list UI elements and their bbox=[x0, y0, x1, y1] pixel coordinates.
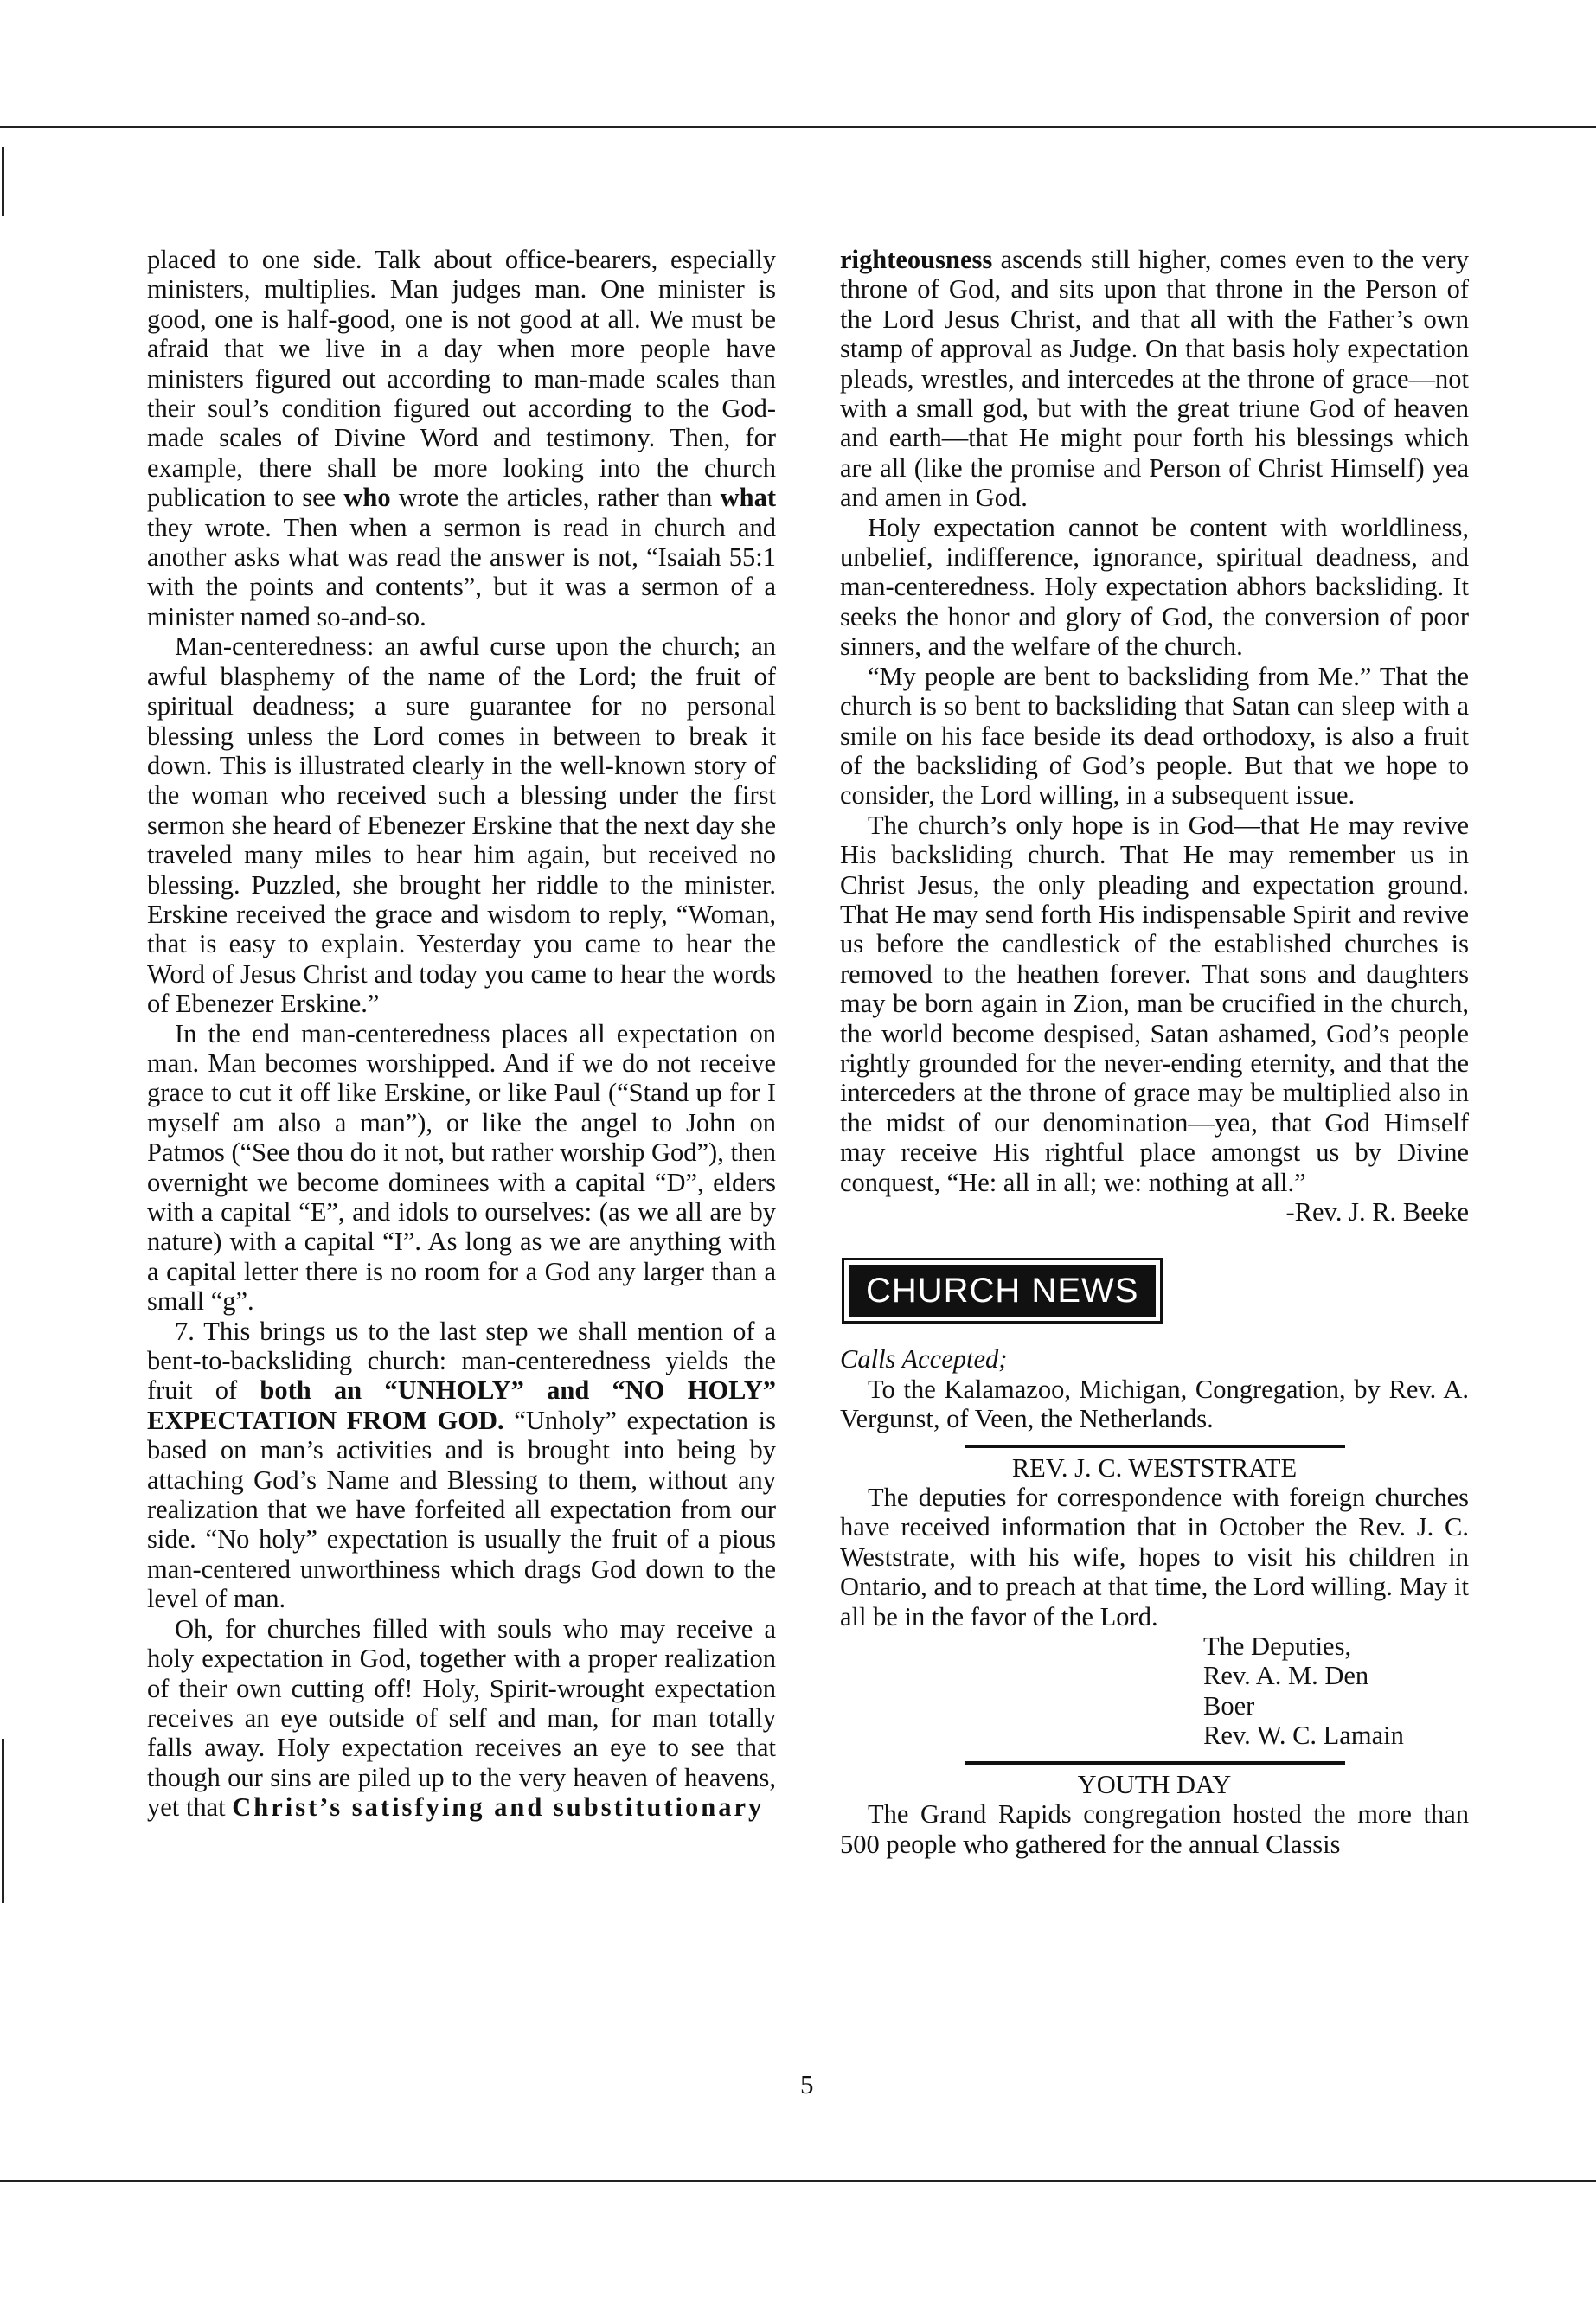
scan-left-edge-lower bbox=[2, 1739, 4, 1903]
signoff-line: The Deputies, bbox=[1203, 1631, 1352, 1662]
paragraph: 7. This brings us to the last step we shall mention of a bent-to-backsliding church: man-centeredness yields the fruit of both an “UNHOLY” and “NO HOLY” EXPECTATION FROM GOD. “Unholy” expectation is based on man’s activities and is brought into being by attaching God’s Name and Blessing to them, without any realization that we have forfeited all expectation from our side. “No holy” expectation is usually the fruit of a pious man-centered unworthiness which drags God down to the level of man. bbox=[147, 1316, 776, 1614]
scan-top-border bbox=[0, 126, 1596, 128]
page-number: 5 bbox=[800, 2069, 814, 2099]
paragraph: Holy expectation cannot be content with worldliness, unbelief, indifference, ignorance, spiritual deadness, and man-centeredness. Holy expectation abhors backsliding. It seeks the honor and glory of God, the conversion of poor sinners, and the welfare of the church. bbox=[840, 512, 1469, 662]
signoff-line: Rev. W. C. Lamain bbox=[1203, 1721, 1404, 1751]
scan-left-edge bbox=[2, 147, 4, 216]
paragraph: The Grand Rapids congregation hosted the more than 500 people who gathered for the annual Classis bbox=[840, 1799, 1469, 1859]
deputies-signoff bbox=[840, 1631, 1469, 1751]
calls-accepted-heading: Calls Accepted; bbox=[840, 1344, 1008, 1375]
paragraph: placed to one side. Talk about office-bearers, especially ministers, multiplies. Man judges man. One minister is good, one is half-good, one is not good at all. We must be afraid that we live in a day when more people have ministers figured out according to man-made scales than their soul’s condition figured out according to the God-made scales of Divine Word and testimony. Then, for example, there shall be more looking into the church publication to see who wrote the articles, rather than what they wrote. Then when a sermon is read in church and another asks what was read the answer is not, “Isaiah 55:1 with the points and contents”, but it was a sermon of a minister named so-and-so. bbox=[147, 245, 777, 631]
paragraph: To the Kalamazoo, Michigan, Congregation, by Rev. A. Vergunst, of Veen, the Netherlands. bbox=[840, 1374, 1469, 1434]
banner-title: CHURCH NEWS bbox=[849, 1265, 1156, 1317]
left-column bbox=[147, 245, 776, 1823]
paragraph: “My people are bent to backsliding from Me.” That the church is so bent to backsliding that Satan can sleep with a smile on his face beside its dead orthodoxy, is also a fruit of the backsliding of God’s people. But that we hope to consider, the Lord willing, in a subsequent issue. bbox=[840, 661, 1469, 811]
right-column bbox=[840, 245, 1469, 1859]
paragraph: Man-centeredness: an awful curse upon the church; an awful blasphemy of the name of the Lord; the fruit of spiritual deadness; a sure guarantee for no personal blessing unless the Lord comes in between to break it down. This is illustrated clearly in the well-known story of the woman who received such a blessing under the first sermon she heard of Ebenezer Erskine that the next day she traveled many miles to hear him again, but received no blessing. Puzzled, she brought her riddle to the minister. Erskine received the grace and wisdom to reply, “Woman, that is easy to explain. Yesterday you came to hear the Word of Jesus Christ and today you came to hear the words of Ebenezer Erskine.” bbox=[147, 631, 776, 1019]
author-signature: -Rev. J. R. Beeke bbox=[1285, 1197, 1469, 1227]
signoff-line: Rev. A. M. Den Boer bbox=[1203, 1661, 1369, 1721]
weststrate-heading: REV. J. C. WESTSTRATE bbox=[1011, 1452, 1298, 1483]
paragraph: The deputies for correspondence with foreign churches have received information that in October the Rev. J. C. Weststrate, with his wife, hopes to visit his children in Ontario, and to preach at that time, the Lord willing. May it all be in the favor of the Lord. bbox=[840, 1483, 1469, 1631]
youth-day-heading: YOUTH DAY bbox=[1077, 1769, 1232, 1799]
paragraph: righteousness ascends still higher, comes even to the very throne of God, and sits upon that throne in the Person of the Lord Jesus Christ, and that all with the Father’s own stamp of approval as Judge. On that basis holy expectation pleads, wrestles, and intercedes at the throne of grace—not with a small god, but with the great triune God of heaven and earth—that He might pour forth his blessings which are all (like the promise and Person of Christ Himself) yea and amen in God. bbox=[840, 245, 1469, 513]
section-divider bbox=[965, 1761, 1345, 1765]
scan-bottom-border bbox=[0, 2180, 1596, 2182]
paragraph: The church’s only hope is in God—that He may revive His backsliding church. That He may remember us in Christ Jesus, the only pleading and expectation ground. That He may send forth His indispensable Spirit and revive us before the candlestick of the established churches is removed to the heathen forever. That sons and daughters may be born again in Zion, man be crucified in the church, the world become despised, Satan ashamed, God’s people rightly grounded for the never-ending eternity, and that the interceders at the throne of grace may be multiplied also in the midst of our denomination—yea, that God Himself may receive His rightful place amongst us by Divine conquest, “He: all in all; we: nothing at all.” bbox=[840, 810, 1469, 1197]
paragraph: Oh, for churches filled with souls who may receive a holy expectation in God, together with a proper realization of their own cutting off! Holy, Spirit-wrought expectation receives an eye outside of self and man, for man totally falls away. Holy expectation receives an eye to see that though our sins are piled up to the very heaven of heavens, yet that Christ’s satisfying and substitutionary bbox=[147, 1613, 776, 1823]
paragraph: In the end man-centeredness places all expectation on man. Man becomes worshipped. And if we do not receive grace to cut it off like Erskine, or like Paul (“Stand up for I myself am also a man”), or like the angel to John on Patmos (“See thou do it not, but rather worship God”), then overnight we become dominees with a capital “D”, elders with a capital “E”, and idols to ourselves: (as we all are by nature) with a capital “I”. As long as we are anything with a capital letter there is no room for a God any larger than a small “g”. bbox=[147, 1018, 776, 1317]
church-news-banner bbox=[842, 1258, 1469, 1324]
section-divider bbox=[965, 1445, 1345, 1448]
